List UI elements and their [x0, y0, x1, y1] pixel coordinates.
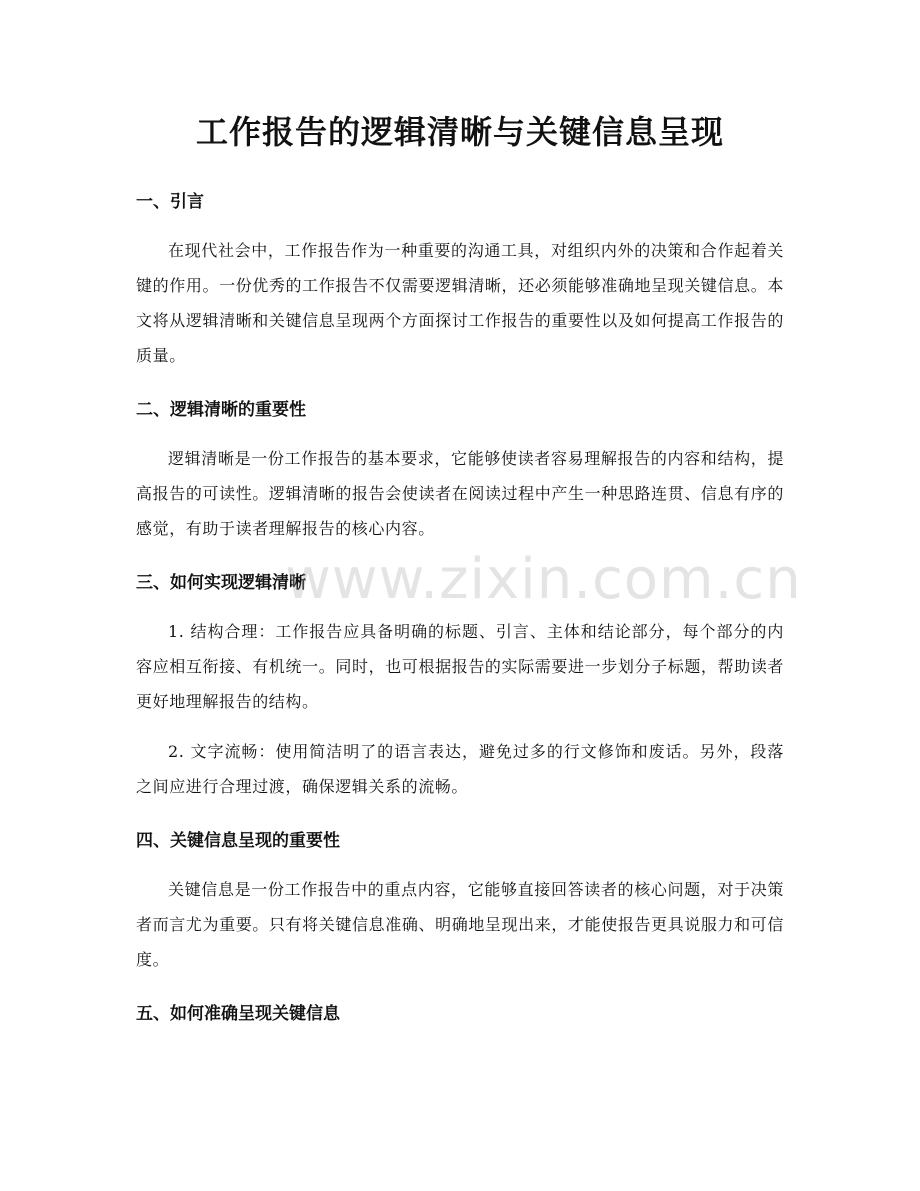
list-item-paragraph: 2. 文字流畅：使用简洁明了的语言表达，避免过多的行文修饰和废话。另外，段落之间应进行合理过渡，确保逻辑关系的流畅。: [136, 742, 784, 796]
section-heading-achieve-logic: 三、如何实现逻辑清晰: [136, 573, 306, 593]
section-paragraph: 在现代社会中，工作报告作为一种重要的沟通工具，对组织内外的决策和合作起着关键的作用。一份优秀的工作报告不仅需要逻辑清晰，还必须能够准确地呈现关键信息。本文将从逻辑清晰和关键信息呈现两个方面探讨工作报告的重要性以及如何提高工作报告的质量。: [136, 241, 784, 365]
section-paragraph: 关键信息是一份工作报告中的重点内容，它能够直接回答读者的核心问题，对于决策者而言尤为重要。只有将关键信息准确、明确地呈现出来，才能使报告更具说服力和可信度。: [136, 880, 784, 969]
section-paragraph: 逻辑清晰是一份工作报告的基本要求，它能够使读者容易理解报告的内容和结构，提高报告的可读性。逻辑清晰的报告会使读者在阅读过程中产生一种思路连贯、信息有序的感觉，有助于读者理解报告的核心内容。: [136, 449, 784, 538]
list-item-paragraph: 1. 结构合理：工作报告应具备明确的标题、引言、主体和结论部分，每个部分的内容应相互衔接、有机统一。同时，也可根据报告的实际需要进一步划分子标题，帮助读者更好地理解报告的结构。: [136, 622, 784, 711]
watermark-text: www.zixin.com.cn: [285, 547, 802, 612]
section-heading-introduction: 一、引言: [136, 192, 204, 212]
section-heading-key-info-importance: 四、关键信息呈现的重要性: [136, 831, 340, 851]
section-heading-present-key-info: 五、如何准确呈现关键信息: [136, 1004, 340, 1024]
page-title: 工作报告的逻辑清晰与关键信息呈现: [195, 113, 724, 151]
section-heading-logic-importance: 二、逻辑清晰的重要性: [136, 400, 306, 420]
